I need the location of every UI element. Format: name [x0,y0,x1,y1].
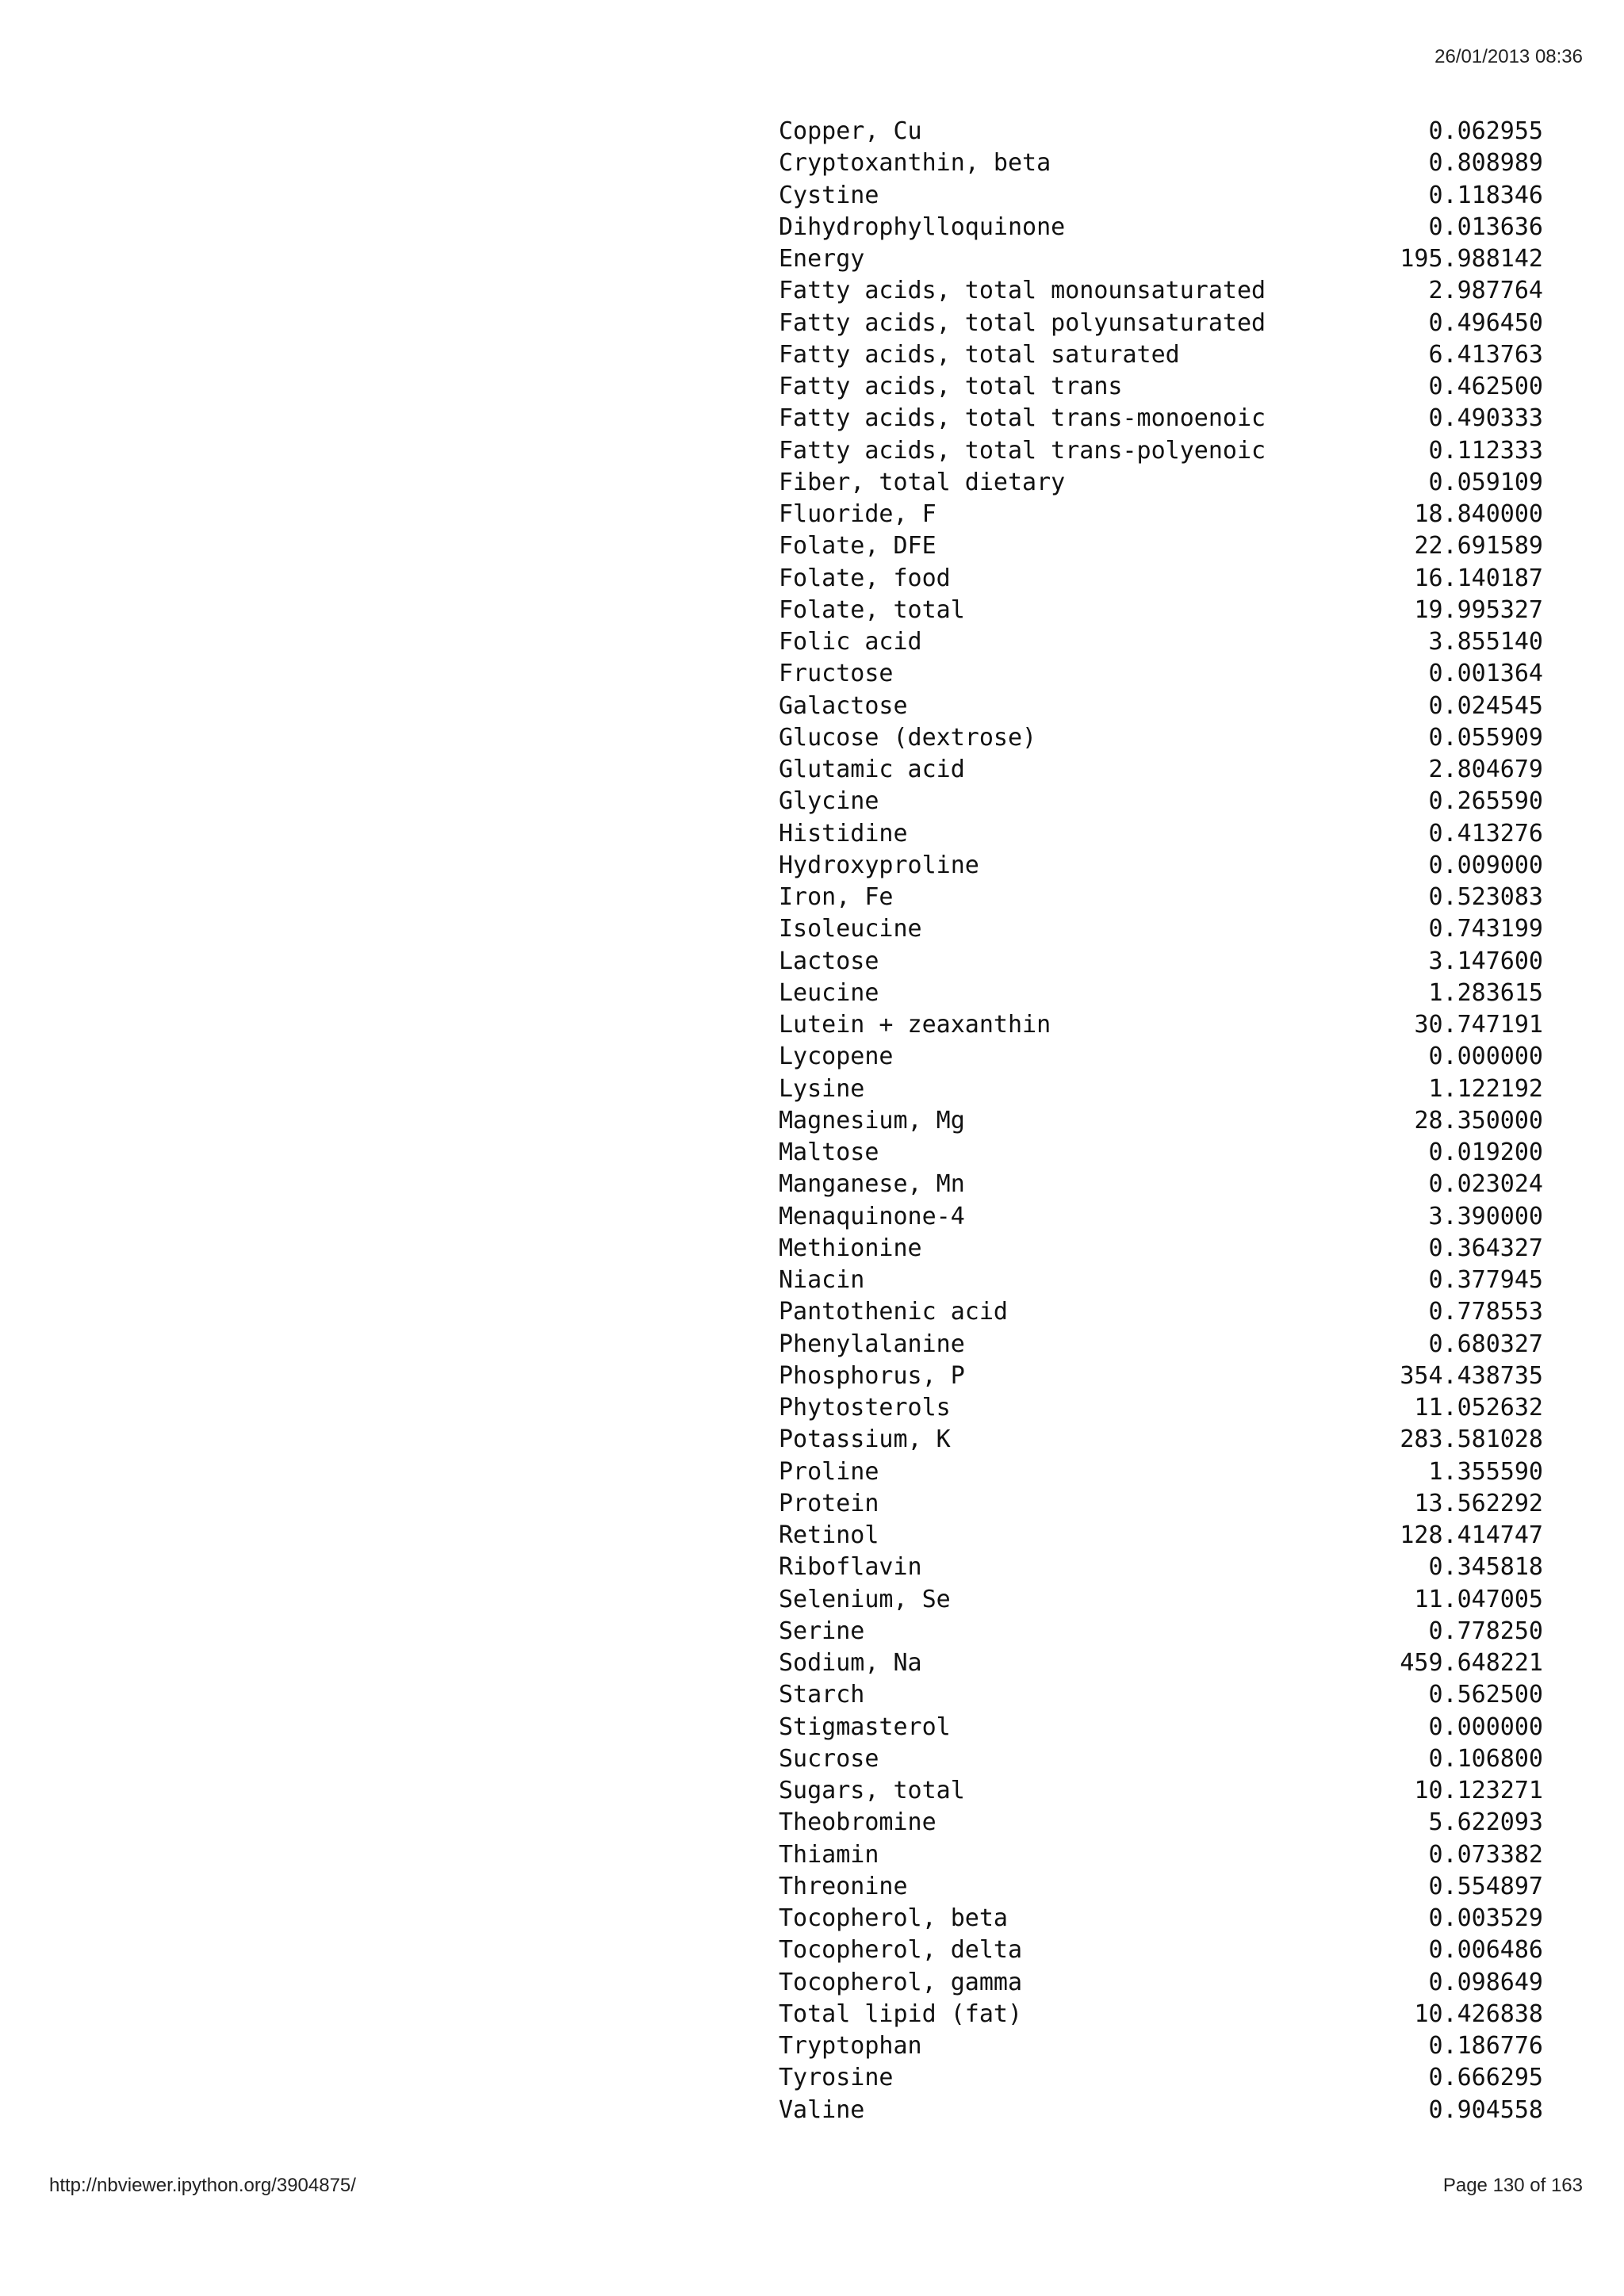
table-row [779,243,1543,275]
nutrient-name: Cryptoxanthin, beta [779,149,1051,178]
table-row [779,1712,1543,1743]
table-row [779,595,1543,626]
table-row [779,1392,1543,1424]
table-row [779,1041,1543,1073]
nutrient-value: 0.462500 [1428,373,1543,400]
nutrient-value: 30.747191 [1414,1011,1543,1039]
table-row [779,1201,1543,1233]
nutrient-name: Iron, Fe [779,883,894,911]
nutrient-value: 0.808989 [1428,149,1543,178]
nutrient-name: Lactose [779,947,879,975]
nutrient-name: Proline [779,1457,879,1486]
nutrient-value: 0.000000 [1428,1712,1543,1741]
table-row [779,754,1543,786]
nutrient-value: 0.904558 [1428,2095,1543,2124]
nutrient-value: 10.123271 [1414,1777,1543,1804]
table-row [779,467,1543,499]
nutrient-name: Retinol [779,1521,879,1549]
table-row [779,1903,1543,1934]
nutrient-name: Protein [779,1489,879,1517]
nutrient-name: Fatty acids, total monounsaturated [779,277,1266,305]
nutrient-name: Glycine [779,787,879,816]
nutrient-value: 0.106800 [1428,1744,1543,1773]
table-row [779,882,1543,913]
nutrient-name: Starch [779,1681,865,1709]
nutrient-value: 0.019200 [1428,1138,1543,1166]
table-row [779,626,1543,658]
table-row [779,1743,1543,1775]
nutrient-name: Threonine [779,1872,908,1900]
nutrient-value: 0.666295 [1428,2064,1543,2092]
table-row [779,339,1543,371]
table-row [779,1265,1543,1296]
nutrient-name: Phosphorus, P [779,1361,965,1390]
nutrient-value: 1.122192 [1428,1074,1543,1103]
nutrient-name: Fatty acids, total trans-polyenoic [779,436,1266,465]
nutrient-value: 10.426838 [1414,1999,1543,2028]
nutrient-name: Theobromine [779,1808,936,1837]
nutrient-value: 0.554897 [1428,1872,1543,1900]
nutrient-value: 18.840000 [1414,500,1543,528]
table-row [779,818,1543,850]
table-row [779,371,1543,403]
nutrient-name: Isoleucine [779,915,922,943]
footer-url[interactable]: http://nbviewer.ipython.org/3904875/ [49,2175,356,2196]
table-row [779,499,1543,530]
nutrient-value: 0.680327 [1428,1330,1543,1358]
table-row [779,116,1543,147]
table-row [779,722,1543,754]
table-row [779,946,1543,978]
table-row [779,147,1543,179]
nutrient-value: 19.995327 [1414,595,1543,624]
nutrient-name: Total lipid (fat) [779,1999,1023,2028]
nutrient-value: 283.581028 [1400,1425,1543,1454]
nutrient-name: Folate, food [779,564,951,592]
nutrient-value: 0.377945 [1428,1266,1543,1294]
nutrient-value: 3.147600 [1428,947,1543,975]
nutrient-name: Phytosterols [779,1394,951,1422]
table-row [779,1647,1543,1679]
nutrient-value: 16.140187 [1414,564,1543,592]
nutrient-name: Pantothenic acid [779,1298,1008,1326]
nutrient-name: Stigmasterol [779,1712,951,1741]
nutrient-name: Leucine [779,978,879,1007]
nutrient-name: Sucrose [779,1744,879,1773]
nutrient-name: Fatty acids, total polyunsaturated [779,308,1266,337]
nutrient-name: Magnesium, Mg [779,1106,965,1135]
table-row [779,691,1543,722]
table-row [779,1679,1543,1711]
nutrient-value: 22.691589 [1414,532,1543,561]
nutrient-value: 0.496450 [1428,308,1543,337]
nutrient-value: 1.355590 [1428,1457,1543,1486]
table-row [779,1520,1543,1552]
nutrient-value: 0.345818 [1428,1553,1543,1582]
nutrient-value: 0.013636 [1428,212,1543,241]
nutrient-name: Lutein + zeaxanthin [779,1011,1051,1039]
table-row [779,2030,1543,2062]
nutrient-value: 0.265590 [1428,787,1543,816]
nutrient-name: Lysine [779,1074,865,1103]
nutrient-value: 0.186776 [1428,2032,1543,2060]
nutrient-value: 0.523083 [1428,883,1543,911]
table-row [779,1137,1543,1169]
nutrient-name: Cystine [779,181,879,209]
table-row [779,563,1543,595]
nutrient-value: 2.987764 [1428,277,1543,305]
table-row [779,1934,1543,1966]
nutrient-value: 354.438735 [1400,1361,1543,1390]
nutrient-value: 2.804679 [1428,756,1543,783]
nutrient-value: 0.112333 [1428,436,1543,465]
nutrient-value: 0.364327 [1428,1234,1543,1262]
table-row [779,403,1543,434]
nutrient-name: Glutamic acid [779,756,965,783]
page-number: Page 130 of 163 [1442,2175,1583,2196]
nutrient-name: Tocopherol, delta [779,1936,1023,1965]
nutrient-value: 5.622093 [1428,1808,1543,1837]
nutrient-name: Hydroxyproline [779,851,979,879]
nutrient-name: Tocopherol, gamma [779,1968,1023,1996]
nutrient-value: 0.778250 [1428,1617,1543,1645]
table-row [779,1839,1543,1871]
table-row [779,2062,1543,2094]
nutrient-name: Fiber, total dietary [779,468,1066,496]
table-row [779,1073,1543,1105]
nutrient-value: 0.003529 [1428,1904,1543,1932]
nutrient-name: Histidine [779,819,908,848]
nutrient-name: Fatty acids, total saturated [779,340,1180,369]
nutrient-name: Methionine [779,1234,922,1262]
nutrient-name: Fluoride, F [779,500,936,528]
table-row [779,1456,1543,1488]
nutrient-value: 28.350000 [1414,1106,1543,1135]
table-row [779,180,1543,212]
nutrient-value: 11.052632 [1414,1394,1543,1422]
nutrient-name: Potassium, K [779,1425,951,1454]
nutrient-name: Niacin [779,1266,865,1294]
nutrient-name: Valine [779,2095,865,2124]
table-row [779,1967,1543,1999]
nutrient-value: 128.414747 [1400,1521,1543,1549]
nutrient-name: Energy [779,245,865,273]
nutrient-name: Glucose (dextrose) [779,723,1037,752]
nutrient-name: Menaquinone-4 [779,1202,965,1230]
table-row [779,786,1543,817]
table-row [779,530,1543,562]
nutrient-name: Lycopene [779,1043,894,1071]
nutrient-value: 195.988142 [1400,245,1543,273]
table-row [779,1424,1543,1456]
table-row [779,913,1543,945]
table-row [779,1871,1543,1903]
nutrient-name: Maltose [779,1138,879,1166]
nutrient-name: Dihydrophylloquinone [779,212,1066,241]
table-row [779,1105,1543,1137]
table-row [779,1296,1543,1328]
nutrient-value: 3.390000 [1428,1202,1543,1230]
nutrient-name: Tyrosine [779,2064,894,2092]
table-row [779,1009,1543,1041]
table-row [779,212,1543,243]
nutrient-name: Tocopherol, beta [779,1904,1008,1932]
nutrient-value: 0.055909 [1428,723,1543,752]
table-row [779,1329,1543,1360]
nutrient-value: 0.073382 [1428,1840,1543,1869]
table-row [779,275,1543,307]
table-row [779,2095,1543,2126]
nutrient-value: 6.413763 [1428,340,1543,369]
print-timestamp: 26/01/2013 08:36 [1434,46,1583,67]
nutrient-name: Sugars, total [779,1777,965,1804]
nutrient-name: Fatty acids, total trans [779,373,1123,400]
nutrient-table [779,116,1543,2126]
table-row [779,658,1543,690]
table-row [779,1233,1543,1265]
table-row [779,1999,1543,2030]
table-row [779,435,1543,467]
table-row [779,1616,1543,1647]
table-row [779,1552,1543,1583]
nutrient-value: 0.098649 [1428,1968,1543,1996]
nutrient-name: Copper, Cu [779,117,922,145]
nutrient-value: 0.006486 [1428,1936,1543,1965]
nutrient-value: 0.059109 [1428,468,1543,496]
nutrient-value: 3.855140 [1428,628,1543,656]
table-row [779,1584,1543,1616]
nutrient-value: 0.562500 [1428,1681,1543,1709]
table-row [779,1488,1543,1520]
table-row [779,850,1543,882]
nutrient-value: 0.490333 [1428,404,1543,433]
nutrient-value: 0.023024 [1428,1170,1543,1199]
nutrient-value: 0.009000 [1428,851,1543,879]
nutrient-name: Selenium, Se [779,1585,951,1613]
nutrient-name: Fructose [779,660,894,688]
table-row [779,1169,1543,1200]
nutrient-value: 11.047005 [1414,1585,1543,1613]
nutrient-value: 0.062955 [1428,117,1543,145]
nutrient-value: 459.648221 [1400,1649,1543,1677]
nutrient-name: Tryptophan [779,2032,922,2060]
nutrient-value: 0.000000 [1428,1043,1543,1071]
table-row [779,978,1543,1009]
nutrient-value: 0.743199 [1428,915,1543,943]
nutrient-name: Manganese, Mn [779,1170,965,1199]
nutrient-rows [779,116,1543,2126]
nutrient-name: Thiamin [779,1840,879,1869]
nutrient-name: Folate, DFE [779,532,936,561]
nutrient-name: Folic acid [779,628,922,656]
nutrient-name: Folate, total [779,595,965,624]
nutrient-name: Sodium, Na [779,1649,922,1677]
nutrient-value: 1.283615 [1428,978,1543,1007]
nutrient-value: 0.118346 [1428,181,1543,209]
nutrient-name: Galactose [779,691,908,720]
table-row [779,308,1543,339]
table-row [779,1807,1543,1839]
nutrient-name: Fatty acids, total trans-monoenoic [779,404,1266,433]
nutrient-value: 0.413276 [1428,819,1543,848]
nutrient-name: Serine [779,1617,865,1645]
nutrient-name: Phenylalanine [779,1330,965,1358]
nutrient-name: Riboflavin [779,1553,922,1582]
table-row [779,1775,1543,1807]
nutrient-value: 0.001364 [1428,660,1543,688]
nutrient-value: 13.562292 [1414,1489,1543,1517]
table-row [779,1360,1543,1392]
nutrient-value: 0.778553 [1428,1298,1543,1326]
nutrient-value: 0.024545 [1428,691,1543,720]
